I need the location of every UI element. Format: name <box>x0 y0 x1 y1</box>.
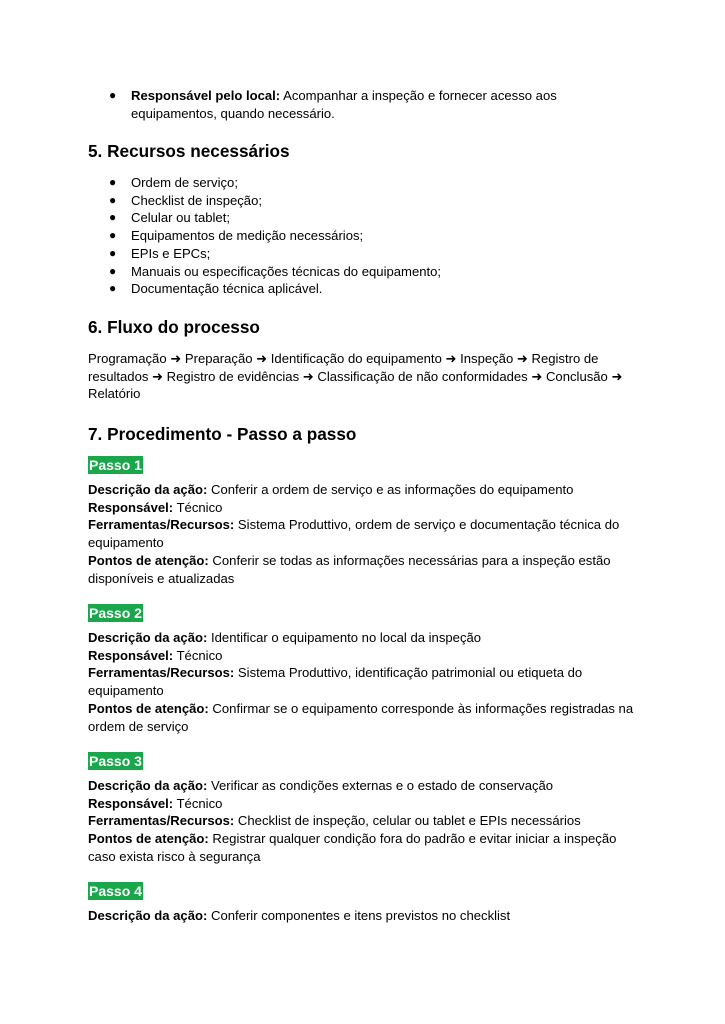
responsible-text: Técnico <box>176 499 223 515</box>
description-label: Descrição da ação: <box>88 630 208 645</box>
bullet-icon: ● <box>109 263 117 278</box>
resource-item: Ordem de serviço; <box>131 175 238 190</box>
resource-item: Manuais ou especificações técnicas do equipamento; <box>131 263 442 279</box>
step-1 <box>88 456 143 475</box>
attention-label: Pontos de atenção: <box>88 831 209 847</box>
attention-text: Confirmar se o equipamento corresponde às informações registradas na ordem de serviço <box>88 700 634 734</box>
step-description <box>88 629 638 647</box>
list-item <box>88 87 636 122</box>
attention-text: Conferir se todas as informações necessárias para a inspeção estão disponíveis e atualizadas <box>88 552 611 586</box>
resource-item: Documentação técnica aplicável. <box>131 281 323 297</box>
step-responsible <box>88 647 638 665</box>
resource-item: EPIs e EPCs; <box>131 245 211 261</box>
responsible-label: Responsável pelo local: <box>131 88 281 103</box>
tools-label: Ferramentas/Recursos: <box>88 517 235 533</box>
section-7-title: 7. Procedimento - Passo a passo <box>88 424 357 444</box>
description-text: Conferir a ordem de serviço e as informações do equipamento <box>211 482 574 497</box>
step-badge: Passo 2 <box>89 605 142 621</box>
resources-list <box>88 174 636 298</box>
step-4-details <box>88 907 638 925</box>
responsible-label: Responsável: <box>88 795 174 811</box>
description-text: Verificar as condições externas e o estado de conservação <box>211 778 554 793</box>
tools-text: Sistema Produttivo, ordem de serviço e documentação técnica do equipamento <box>88 517 620 551</box>
attention-text: Registrar qualquer condição fora do padrão e evitar iniciar a inspeção caso exista risco à segurança <box>88 831 617 864</box>
resource-item: Checklist de inspeção; <box>131 192 263 208</box>
step-badge: Passo 3 <box>89 753 142 769</box>
step-responsible <box>88 795 638 813</box>
resource-item: Celular ou tablet; <box>131 210 230 226</box>
responsible-label: Responsável: <box>88 647 174 663</box>
tools-label: Ferramentas/Recursos: <box>88 665 235 681</box>
list-item <box>88 192 636 210</box>
step-3-details <box>88 777 638 866</box>
bullet-icon: ● <box>109 192 117 207</box>
section-5-title: 5. Recursos necessários <box>88 141 290 161</box>
description-label: Descrição da ação: <box>88 482 208 497</box>
bullet-icon: ● <box>109 88 117 102</box>
step-2-details <box>88 629 638 735</box>
step-2 <box>88 604 143 623</box>
resource-item: Equipamentos de medição necessários; <box>131 228 364 244</box>
step-badge: Passo 4 <box>89 883 142 899</box>
process-flow-text: Programação ➜ Preparação ➜ Identificação do equipamento ➜ Inspeção ➜ Registro de resultados ➜ Registro de evidências ➜ Classificação de não conformidades ➜ Conclusão ➜ Relatório <box>88 351 623 402</box>
step-badge: Passo 1 <box>89 457 142 473</box>
attention-label: Pontos de atenção: <box>88 700 209 716</box>
step-attention <box>88 830 638 865</box>
attention-label: Pontos de atenção: <box>88 552 209 568</box>
responsible-text: Técnico <box>176 795 223 811</box>
step-attention <box>88 552 638 587</box>
section-6-title: 6. Fluxo do processo <box>88 317 260 337</box>
list-item <box>88 174 636 192</box>
step-tools <box>88 516 638 551</box>
bullet-icon: ● <box>109 210 117 225</box>
responsible-label: Responsável: <box>88 499 174 515</box>
step-tools <box>88 664 638 699</box>
list-item <box>88 280 636 298</box>
tools-label: Ferramentas/Recursos: <box>88 813 235 829</box>
responsible-text: Acompanhar a inspeção e fornecer acesso aos equipamentos, quando necessário. <box>131 88 557 121</box>
step-description <box>88 777 638 795</box>
list-item <box>88 263 636 281</box>
list-item <box>88 227 636 245</box>
list-item <box>88 209 636 227</box>
tools-text: Sistema Produttivo, identificação patrimonial ou etiqueta do equipamento <box>88 665 583 699</box>
step-3 <box>88 752 143 771</box>
bullet-icon: ● <box>109 281 117 296</box>
description-label: Descrição da ação: <box>88 778 208 793</box>
tools-text: Checklist de inspeção, celular ou tablet e EPIs necessários <box>237 813 581 829</box>
responsible-text: Técnico <box>176 647 223 663</box>
description-text: Identificar o equipamento no local da inspeção <box>211 630 482 645</box>
bullet-icon: ● <box>109 175 117 189</box>
step-4 <box>88 882 143 901</box>
description-text: Conferir componentes e itens previstos no checklist <box>211 908 511 923</box>
list-item <box>88 245 636 263</box>
bullet-icon: ● <box>109 245 117 260</box>
description-label: Descrição da ação: <box>88 908 208 923</box>
step-tools <box>88 812 638 830</box>
step-description <box>88 481 638 499</box>
step-responsible <box>88 499 638 517</box>
responsible-list <box>88 87 636 122</box>
step-description <box>88 907 638 925</box>
step-1-details <box>88 481 638 587</box>
step-attention <box>88 700 638 735</box>
bullet-icon: ● <box>109 228 117 243</box>
